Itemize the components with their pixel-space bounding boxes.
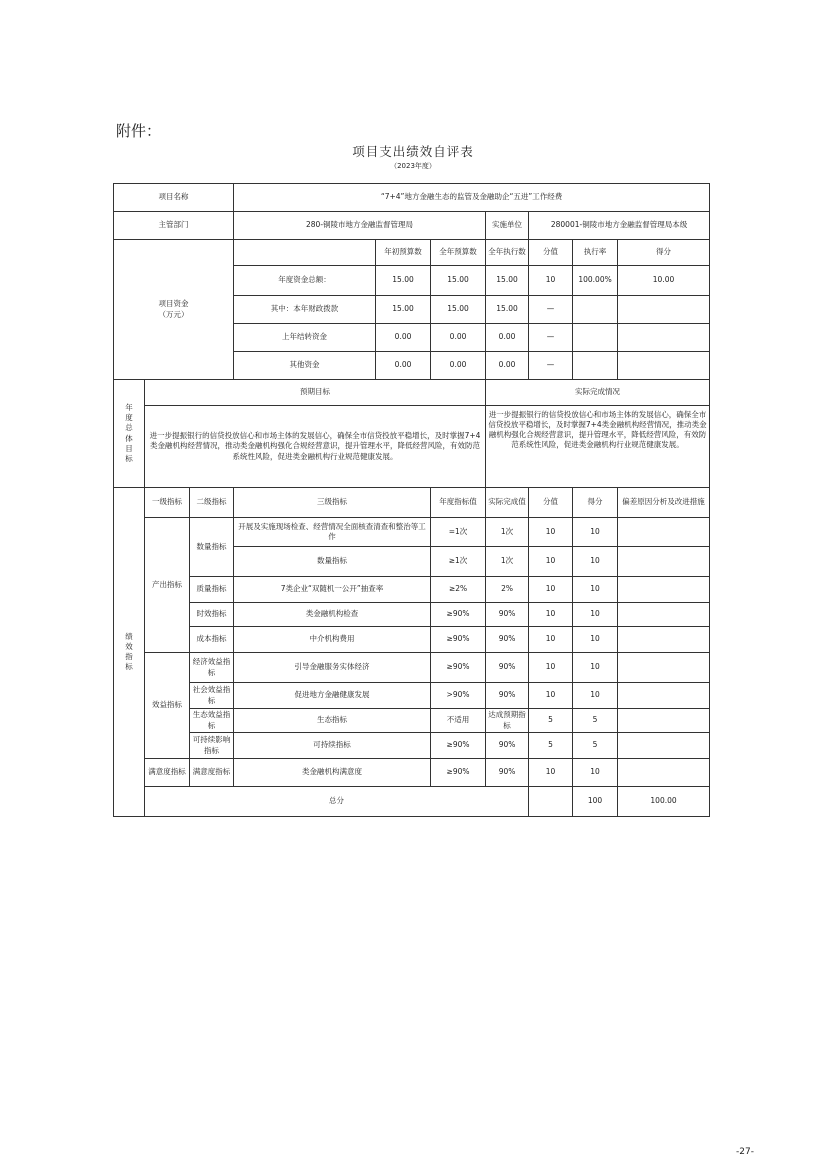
indicator-row (114, 603, 710, 627)
implementing-unit-label: 实施单位 (486, 212, 529, 240)
funds-score (618, 296, 710, 324)
funds-score: 10.00 (618, 266, 710, 296)
funds-rate (573, 324, 618, 352)
level3-text: 数量指标 (234, 547, 431, 577)
funds-rate (573, 352, 618, 380)
level3-text: 中介机构费用 (234, 627, 431, 653)
actual-value: 1次 (486, 547, 529, 577)
total-value: 100 (573, 787, 618, 817)
deviation-note (618, 627, 710, 653)
level2-social: 社会效益指标 (190, 683, 234, 709)
header-level3: 三级指标 (234, 488, 431, 518)
score-value: 10 (529, 653, 573, 683)
indicator-row (114, 627, 710, 653)
funds-row-label: 上年结转资金 (234, 324, 376, 352)
page-title: 项目支出绩效自评表 (352, 144, 474, 159)
funds-initial: 15.00 (376, 266, 431, 296)
total-label: 总分 (145, 787, 529, 817)
performance-indicator-label: 绩效指标 (114, 488, 145, 817)
funds-initial: 0.00 (376, 352, 431, 380)
score: 10 (573, 627, 618, 653)
actual-value: 90% (486, 683, 529, 709)
page-number: -27- (736, 1147, 754, 1157)
target-value: ≥90% (431, 627, 486, 653)
indicator-row (114, 709, 710, 733)
score-value: 5 (529, 733, 573, 759)
score: 10 (573, 603, 618, 627)
score-value: 10 (529, 603, 573, 627)
level2-timeliness: 时效指标 (190, 603, 234, 627)
implementing-unit-value: 280001-铜陵市地方金融监督管理局本级 (529, 212, 710, 240)
deviation-note (618, 709, 710, 733)
score: 10 (573, 518, 618, 547)
funds-score-value: — (529, 296, 573, 324)
header-actual: 实际完成值 (486, 488, 529, 518)
deviation-note (618, 759, 710, 787)
score: 10 (573, 653, 618, 683)
goals-header-row (114, 380, 710, 406)
indicator-row (114, 577, 710, 603)
score-value: 10 (529, 518, 573, 547)
level3-text: 类金融机构满意度 (234, 759, 431, 787)
score-value: 10 (529, 627, 573, 653)
header-value: 分值 (529, 488, 573, 518)
funds-annual: 0.00 (431, 324, 486, 352)
target-value: ≥1次 (431, 547, 486, 577)
actual-value: 达成预期指标 (486, 709, 529, 733)
funds-initial: 0.00 (376, 324, 431, 352)
funds-executed: 0.00 (486, 352, 529, 380)
score: 10 (573, 547, 618, 577)
indicator-row (114, 683, 710, 709)
funds-initial: 15.00 (376, 296, 431, 324)
target-value: ≥2% (431, 577, 486, 603)
level1-output: 产出指标 (145, 518, 190, 653)
score: 10 (573, 683, 618, 709)
actual-value: 90% (486, 733, 529, 759)
total-score: 100.00 (618, 787, 710, 817)
level3-text: 可持续指标 (234, 733, 431, 759)
score-value: 10 (529, 683, 573, 709)
header-score: 得分 (573, 488, 618, 518)
target-value: ≥90% (431, 759, 486, 787)
header-level1: 一级指标 (145, 488, 190, 518)
level2-quantity: 数量指标 (190, 518, 234, 577)
actual-result-header: 实际完成情况 (486, 380, 710, 406)
target-value: ≥90% (431, 603, 486, 627)
actual-value: 90% (486, 759, 529, 787)
level3-text: 类金融机构检查 (234, 603, 431, 627)
level1-satisfaction: 满意度指标 (145, 759, 190, 787)
actual-value: 90% (486, 627, 529, 653)
department-label: 主管部门 (114, 212, 234, 240)
project-name-label: 项目名称 (114, 184, 234, 212)
expected-goal-text: 进一步提振银行的信贷投放信心和市场主体的发展信心，确保全市信贷投放平稳增长，及时掌握7+4类金融机构经营情况，推动类金融机构强化合规经营意识，提升管理水平，降低经营风险，有效防范系统性风险，促进类金融机构行业规范健康发展。 (145, 406, 486, 488)
funds-annual: 15.00 (431, 296, 486, 324)
level3-text: 7类企业“双随机一公开”抽查率 (234, 577, 431, 603)
level3-text: 促进地方金融健康发展 (234, 683, 431, 709)
project-funds-label (114, 240, 234, 380)
total-row (114, 787, 710, 817)
score: 10 (573, 577, 618, 603)
level2-quality: 质量指标 (190, 577, 234, 603)
header-execution-rate: 执行率 (573, 240, 618, 266)
indicators-header-row (114, 488, 710, 518)
funds-row-label: 其他资金 (234, 352, 376, 380)
deviation-note (618, 653, 710, 683)
deviation-note (618, 547, 710, 577)
funds-row-label: 其中：本年财政拨款 (234, 296, 376, 324)
funds-score-value: 10 (529, 266, 573, 296)
level3-text: 生态指标 (234, 709, 431, 733)
level1-benefit: 效益指标 (145, 653, 190, 759)
indicator-row (114, 733, 710, 759)
indicator-row (114, 518, 710, 547)
score-value: 10 (529, 547, 573, 577)
indicator-row (114, 759, 710, 787)
deviation-note (618, 733, 710, 759)
score-value: 5 (529, 709, 573, 733)
deviation-note (618, 577, 710, 603)
deviation-note (618, 683, 710, 709)
target-value: ≥90% (431, 733, 486, 759)
project-name-value: “7+4”地方金融生态的监管及金融助企“五进”工作经费 (234, 184, 710, 212)
total-blank (529, 787, 573, 817)
goals-text-row (114, 406, 710, 488)
department-row (114, 212, 710, 240)
funds-executed: 15.00 (486, 296, 529, 324)
funds-rate: 100.00% (573, 266, 618, 296)
level2-economic: 经济效益指标 (190, 653, 234, 683)
level2-cost: 成本指标 (190, 627, 234, 653)
attachment-label: 附件： (116, 122, 162, 140)
header-initial-budget: 年初预算数 (376, 240, 431, 266)
level3-text: 引导金融服务实体经济 (234, 653, 431, 683)
deviation-note (618, 603, 710, 627)
actual-value: 1次 (486, 518, 529, 547)
funds-executed: 0.00 (486, 324, 529, 352)
funds-score-value: — (529, 352, 573, 380)
funds-score-value: — (529, 324, 573, 352)
header-level2: 二级指标 (190, 488, 234, 518)
funds-row-label: 年度资金总额： (234, 266, 376, 296)
funds-unit: （万元） (158, 309, 189, 319)
funds-label: 项目资金 (158, 299, 189, 309)
score: 10 (573, 759, 618, 787)
score-value: 10 (529, 759, 573, 787)
header-annual-budget: 全年预算数 (431, 240, 486, 266)
actual-value: 2% (486, 577, 529, 603)
annual-goal-label: 年度总体目标 (114, 380, 145, 488)
target-value: >90% (431, 683, 486, 709)
target-value: =1次 (431, 518, 486, 547)
level3-text: 开展及实施现场检查、经营情况全面核查清查和整治等工作 (234, 518, 431, 547)
project-name-row (114, 184, 710, 212)
funds-score (618, 352, 710, 380)
department-value: 280-铜陵市地方金融监督管理局 (234, 212, 486, 240)
actual-result-text: 进一步提振银行的信贷投放信心和市场主体的发展信心，确保全市信贷投放平稳增长，及时掌握7+4类金融机构经营情况，推动类金融机构强化合规经营意识，提升管理水平，降低经营风险，有效防范系统性风险，促进类金融机构行业规范健康发展。 (486, 406, 710, 488)
level2-sustainable: 可持续影响指标 (190, 733, 234, 759)
funds-score (618, 324, 710, 352)
expected-goal-header: 预期目标 (145, 380, 486, 406)
level2-ecological: 生态效益指标 (190, 709, 234, 733)
deviation-note (618, 518, 710, 547)
funds-executed: 15.00 (486, 266, 529, 296)
target-value: 不适用 (431, 709, 486, 733)
score-value: 10 (529, 577, 573, 603)
performance-table (113, 183, 710, 817)
report-year: （2023年度） (390, 162, 436, 170)
header-score: 得分 (618, 240, 710, 266)
header-annual-executed: 全年执行数 (486, 240, 529, 266)
funds-header-row (114, 240, 710, 266)
indicator-row (114, 653, 710, 683)
funds-annual: 15.00 (431, 266, 486, 296)
header-target: 年度指标值 (431, 488, 486, 518)
header-deviation: 偏差原因分析及改进措施 (618, 488, 710, 518)
header-score-value: 分值 (529, 240, 573, 266)
actual-value: 90% (486, 653, 529, 683)
score: 5 (573, 733, 618, 759)
funds-annual: 0.00 (431, 352, 486, 380)
funds-rate (573, 296, 618, 324)
target-value: ≥90% (431, 653, 486, 683)
score: 5 (573, 709, 618, 733)
actual-value: 90% (486, 603, 529, 627)
level2-satisfaction: 满意度指标 (190, 759, 234, 787)
